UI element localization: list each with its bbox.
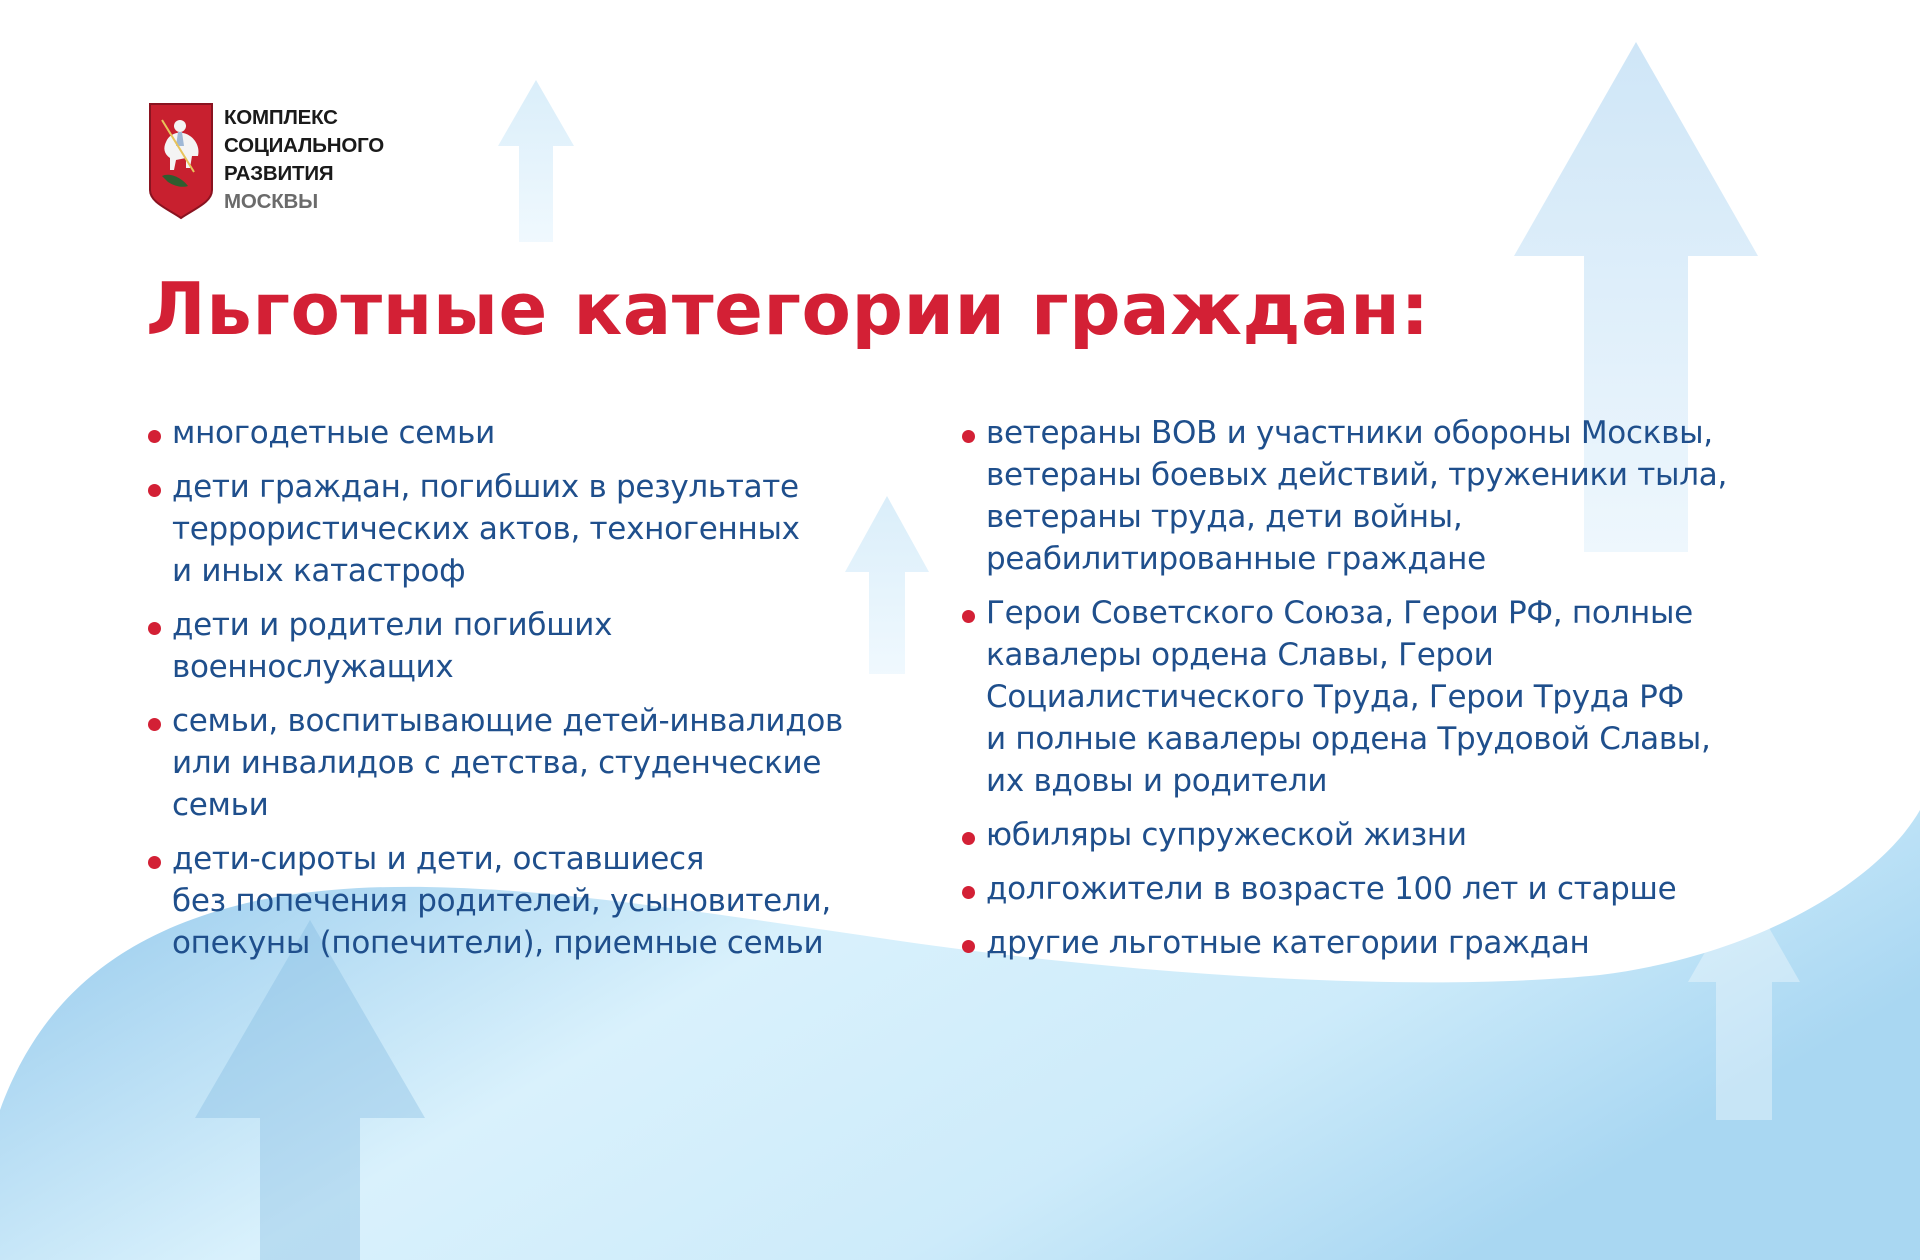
list-item-text: семьи, воспитывающие детей-инвалидов или инвалидов с детства, студенческие семьи [172, 703, 843, 823]
small-arrow-top-icon [498, 80, 574, 242]
bullet-dot-icon [148, 718, 161, 731]
organization-name [224, 104, 384, 216]
list-item-text: многодетные семьи [172, 415, 495, 451]
bullet-dot-icon [962, 940, 975, 953]
list-item-text: Герои Советского Союза, Герои РФ, полные кавалеры ордена Славы, Герои Социалистического Труда, Герои Труда РФ и полные кавалеры ордена Трудовой Славы, их вдовы и родители [986, 595, 1711, 799]
bullet-dot-icon [962, 610, 975, 623]
list-item [148, 412, 908, 454]
list-item-text: дети-сироты и дети, оставшиеся без попечения родителей, усыновители, опекуны (попечители), приемные семьи [172, 841, 831, 961]
right-category-list [962, 412, 1802, 976]
bullet-dot-icon [148, 856, 161, 869]
list-item-text: дети граждан, погибших в результате террористических актов, техногенных и иных катастроф [172, 469, 800, 589]
bullet-dot-icon [962, 832, 975, 845]
org-line-2: СОЦИАЛЬНОГО [224, 134, 384, 157]
list-item-text: долгожители в возрасте 100 лет и старше [986, 871, 1677, 907]
bullet-dot-icon [962, 886, 975, 899]
logo [148, 102, 384, 220]
bullet-dot-icon [148, 484, 161, 497]
bullet-dot-icon [148, 622, 161, 635]
list-item [962, 814, 1802, 856]
org-line-3: РАЗВИТИЯ [224, 162, 334, 185]
moscow-coat-of-arms-icon [148, 102, 214, 220]
list-item-text: дети и родители погибших военнослужащих [172, 607, 613, 685]
list-item [148, 838, 908, 964]
list-item [962, 922, 1802, 964]
bullet-dot-icon [148, 430, 161, 443]
left-category-list [148, 412, 908, 976]
list-item-text: другие льготные категории граждан [986, 925, 1590, 961]
org-line-4: МОСКВЫ [224, 190, 319, 213]
list-item [962, 412, 1802, 580]
bullet-dot-icon [962, 430, 975, 443]
list-item [148, 466, 908, 592]
list-item [962, 868, 1802, 910]
org-line-1: КОМПЛЕКС [224, 106, 338, 129]
page-title: Льготные категории граждан: [146, 267, 1430, 351]
list-item [962, 592, 1802, 802]
list-item-text: ветераны ВОВ и участники обороны Москвы, ветераны боевых действий, труженики тыла, ветераны труда, дети войны, реабилитированные граждане [986, 415, 1727, 577]
list-item-text: юбиляры супружеской жизни [986, 817, 1467, 853]
list-item [148, 700, 908, 826]
list-item [148, 604, 908, 688]
